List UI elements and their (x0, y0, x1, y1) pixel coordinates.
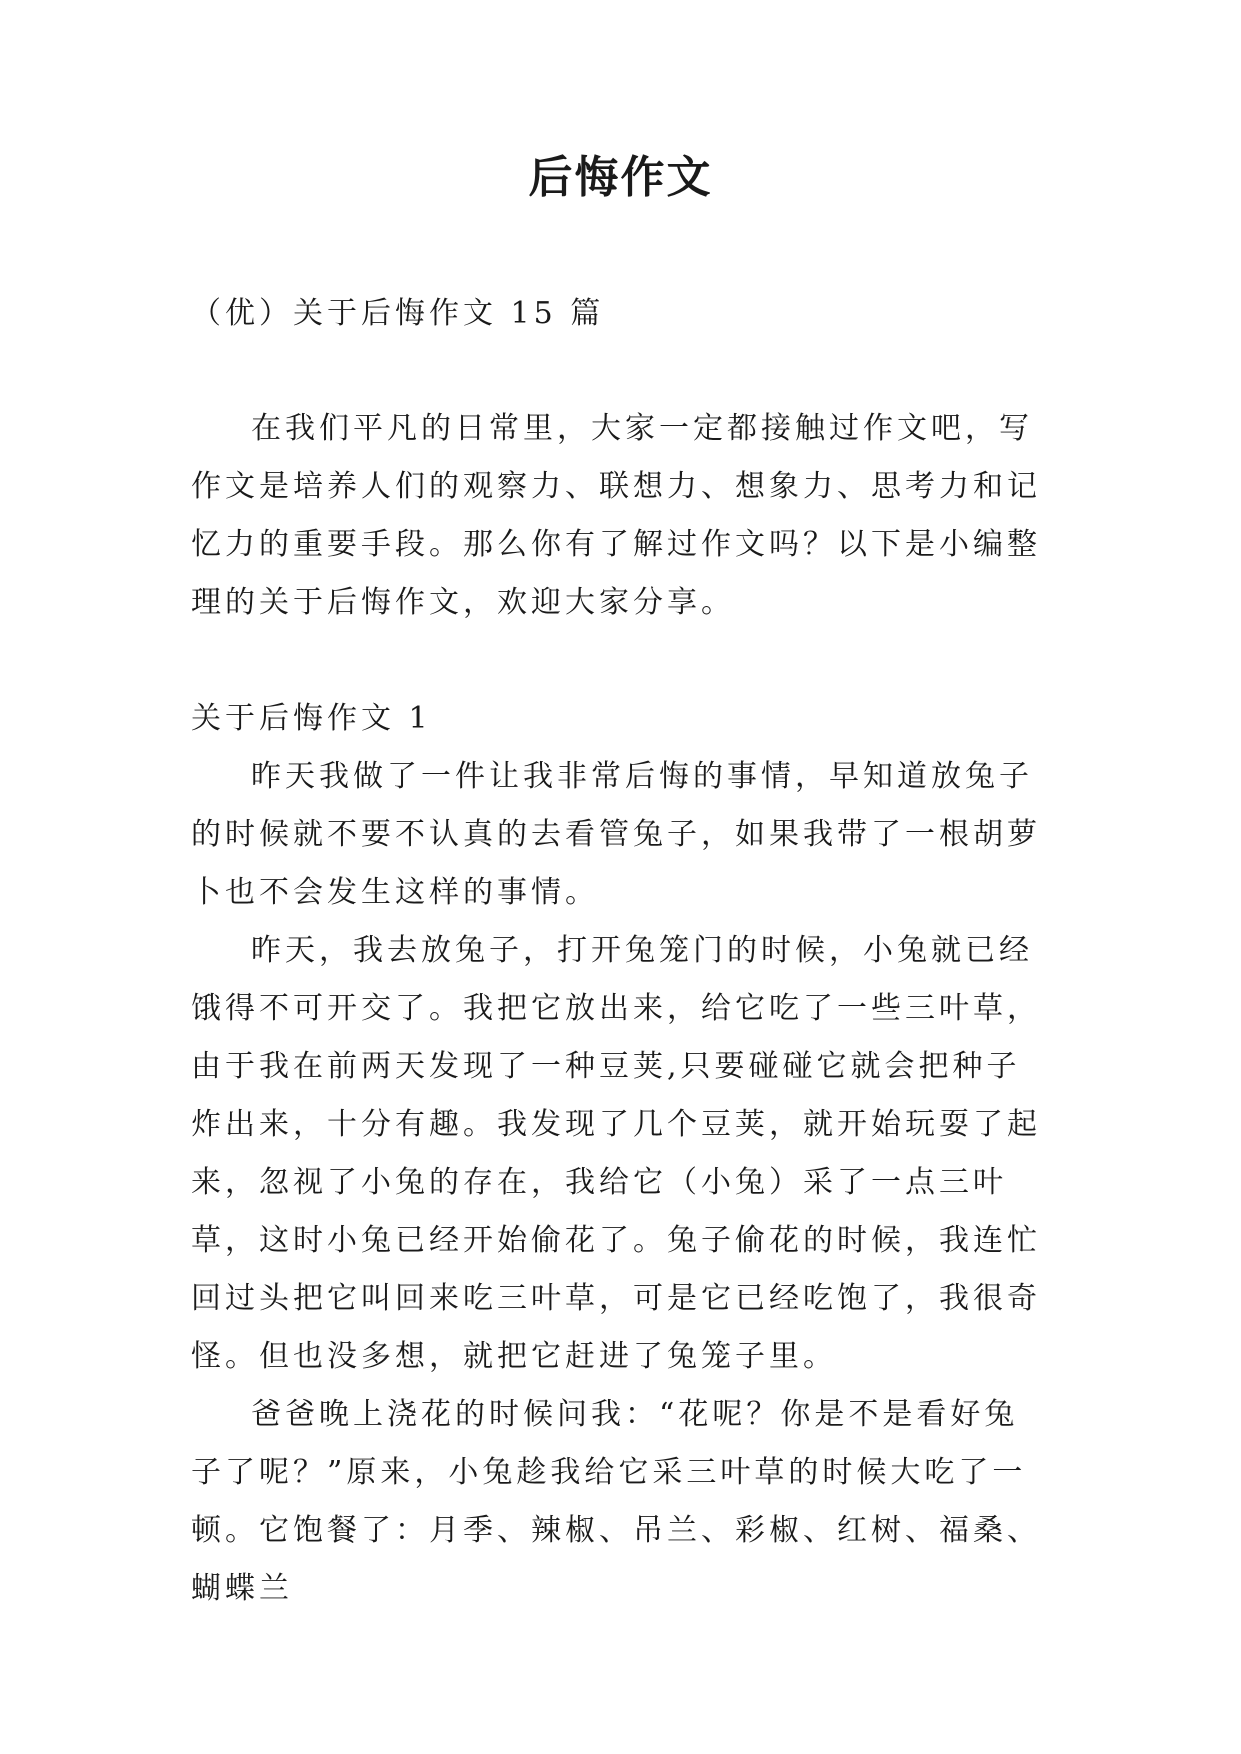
essay-paragraph: 爸爸晚上浇花的时候问我：“花呢？你是不是看好兔子了呢？”原来，小兔趁我给它采三叶草的时候大吃了一顿。它饱餐了：月季、辣椒、吊兰、彩椒、红树、福桑、蝴蝶兰 (191, 1397, 1041, 1606)
document-subtitle (191, 285, 1051, 343)
section-heading: 关于后悔作文 1 (191, 701, 432, 736)
essay-paragraph: 昨天我做了一件让我非常后悔的事情，早知道放兔子的时候就不要不认真的去看管兔子，如果我带了一根胡萝卜也不会发生这样的事情。 (191, 759, 1041, 910)
essay-section (191, 690, 1051, 1618)
intro-block (191, 400, 1051, 632)
subtitle-text: （优）关于后悔作文 15 篇 (191, 296, 605, 331)
intro-paragraph: 在我们平凡的日常里，大家一定都接触过作文吧，写作文是培养人们的观察力、联想力、想象力、思考力和记忆力的重要手段。那么你有了解过作文吗？以下是小编整理的关于后悔作文，欢迎大家分享。 (191, 411, 1041, 620)
document-title: 后悔作文 (528, 152, 713, 203)
essay-paragraph: 昨天，我去放兔子，打开兔笼门的时候，小兔就已经饿得不可开交了。我把它放出来，给它吃了一些三叶草，由于我在前两天发现了一种豆荚,只要碰碰它就会把种子炸出来，十分有趣。我发现了几个豆荚，就开始玩耍了起来，忽视了小兔的存在，我给它（小兔）采了一点三叶草，这时小兔已经开始偷花了。兔子偷花的时候，我连忙回过头把它叫回来吃三叶草，可是它已经吃饱了，我很奇怪。但也没多想，就把它赶进了兔笼子里。 (191, 933, 1041, 1374)
